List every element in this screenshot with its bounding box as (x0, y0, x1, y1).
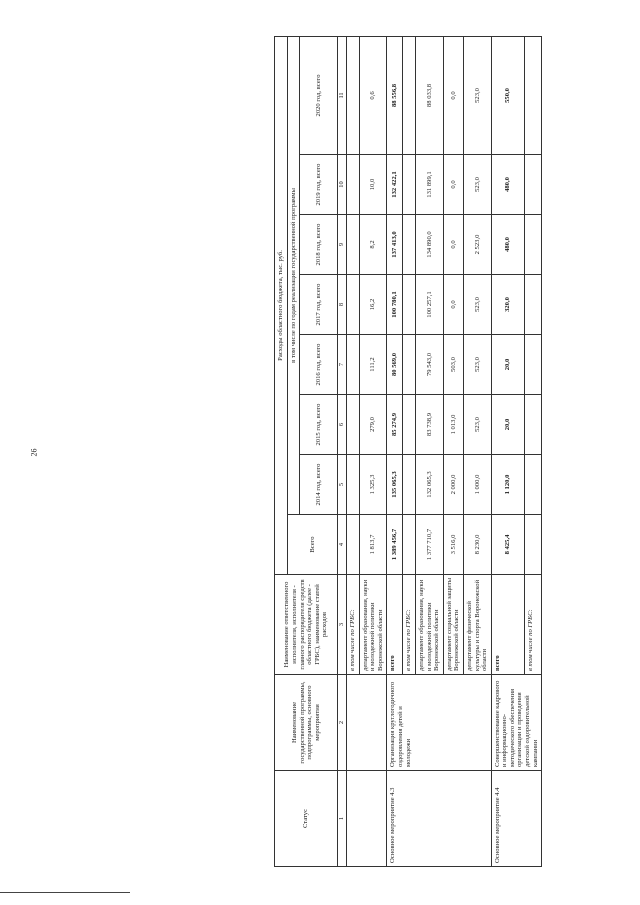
value-cell (524, 215, 541, 275)
value-cell: 550,0 (491, 36, 524, 154)
value-cell: 1 389 456,7 (387, 515, 403, 575)
value-cell: 480,0 (491, 155, 524, 215)
executor-cell: департамент образования, науки и молодежной политики Воронежской области (416, 575, 444, 675)
value-cell: 1 377 710,7 (416, 515, 444, 575)
value-cell: 10,0 (359, 155, 387, 215)
column-number: 3 (338, 575, 347, 675)
value-cell: 134 890,0 (416, 215, 444, 275)
value-cell (347, 515, 360, 575)
header-year-2017: 2017 год, всего (300, 275, 338, 335)
value-cell: 503,0 (443, 335, 463, 395)
value-cell: 523,0 (463, 275, 491, 335)
column-number: 6 (338, 395, 347, 455)
value-cell: 85 274,9 (387, 395, 403, 455)
measure-name-cell: Организация круглогодичного оздоровления детей и молодежи (387, 675, 491, 771)
value-cell: 523,0 (463, 36, 491, 154)
value-cell: 83 738,9 (416, 395, 444, 455)
header-year-2018: 2018 год, всего (300, 215, 338, 275)
value-cell: 0,0 (443, 275, 463, 335)
executor-cell: в том числе по ГРБС: (347, 575, 360, 675)
value-cell (403, 455, 416, 515)
value-cell (403, 36, 416, 154)
column-number: 7 (338, 335, 347, 395)
value-cell (524, 335, 541, 395)
header-status: Статус (275, 771, 338, 867)
value-cell: 523,0 (463, 155, 491, 215)
header-year-2014: 2014 год, всего (300, 455, 338, 515)
value-cell: 2 000,0 (443, 455, 463, 515)
value-cell: 135 065,3 (387, 455, 403, 515)
measure-name-cell: Совершенствование кадрового и информационно-методического обеспечения организации и проведения детской оздоровительной кампании (491, 675, 541, 771)
value-cell: 0,6 (359, 36, 387, 154)
executor-cell: в том числе по ГРБС: (524, 575, 541, 675)
value-cell (403, 215, 416, 275)
value-cell: 20,0 (491, 395, 524, 455)
value-cell: 0,0 (443, 215, 463, 275)
value-cell (347, 455, 360, 515)
column-number: 9 (338, 215, 347, 275)
value-cell: 100 257,1 (416, 275, 444, 335)
value-cell (403, 335, 416, 395)
value-cell (347, 215, 360, 275)
executor-cell: всего (387, 575, 403, 675)
value-cell (403, 515, 416, 575)
value-cell: 2 523,0 (463, 215, 491, 275)
executor-cell: департамент образования, науки и молодежной политики Воронежской области (359, 575, 387, 675)
value-cell (347, 335, 360, 395)
value-cell: 132 065,3 (416, 455, 444, 515)
value-cell: 16,2 (359, 275, 387, 335)
value-cell: 480,0 (491, 215, 524, 275)
value-cell: 88 033,8 (416, 36, 444, 154)
value-cell: 8,2 (359, 215, 387, 275)
value-cell: 111,2 (359, 335, 387, 395)
header-year-2015: 2015 год, всего (300, 395, 338, 455)
value-cell: 100 780,1 (387, 275, 403, 335)
table-row (387, 36, 403, 866)
value-cell (347, 155, 360, 215)
status-cell-continued (347, 771, 387, 867)
page-number: 26 (29, 448, 39, 457)
value-cell: 1 325,3 (359, 455, 387, 515)
value-cell: 132 422,1 (387, 155, 403, 215)
value-cell: 0,0 (443, 155, 463, 215)
value-cell: 279,0 (359, 395, 387, 455)
column-number: 2 (338, 675, 347, 771)
value-cell: 8 230,0 (463, 515, 491, 575)
value-cell (524, 275, 541, 335)
column-number: 4 (338, 515, 347, 575)
column-number: 10 (338, 155, 347, 215)
value-cell: 80 569,0 (387, 335, 403, 395)
header-budget-group: Расходы областного бюджета, тыс. руб. (275, 36, 288, 574)
executor-cell: департамент социальной защиты Воронежской области (443, 575, 463, 675)
value-cell: 1 120,0 (491, 455, 524, 515)
header-name: Наименование государственной программы, подпрограммы, основного мероприятия (275, 675, 338, 771)
header-year-2019: 2019 год, всего (300, 155, 338, 215)
value-cell: 131 899,1 (416, 155, 444, 215)
value-cell: 3 516,0 (443, 515, 463, 575)
value-cell: 320,0 (491, 275, 524, 335)
table-row (347, 36, 360, 866)
value-cell: 88 556,8 (387, 36, 403, 154)
value-cell (347, 275, 360, 335)
value-cell (347, 36, 360, 154)
table-row (491, 36, 524, 866)
value-cell: 79 543,0 (416, 335, 444, 395)
column-number: 5 (338, 455, 347, 515)
value-cell (403, 395, 416, 455)
value-cell: 20,0 (491, 335, 524, 395)
status-cell: Основное мероприятие 4.4 (491, 771, 541, 867)
name-cell-continued (347, 675, 387, 771)
column-number: 8 (338, 275, 347, 335)
value-cell (403, 275, 416, 335)
value-cell: 8 425,4 (491, 515, 524, 575)
value-cell: 137 413,0 (387, 215, 403, 275)
header-year-2020: 2020 год, всего (300, 36, 338, 154)
value-cell (524, 155, 541, 215)
budget-table (274, 36, 542, 867)
value-cell: 0,0 (443, 36, 463, 154)
budget-table-rotated (274, 37, 539, 867)
header-executor: Наименование ответственного исполнителя, исполнителя - главного распорядителя средств областного бюджета (далее - ГРБС), наименование статей расходов (275, 575, 338, 675)
executor-cell: в том числе по ГРБС: (403, 575, 416, 675)
value-cell (524, 395, 541, 455)
value-cell (524, 515, 541, 575)
value-cell: 1 813,7 (359, 515, 387, 575)
status-cell: Основное мероприятие 4.3 (387, 771, 491, 867)
column-number: 1 (338, 771, 347, 867)
value-cell: 1 000,0 (463, 455, 491, 515)
footnote-rule (0, 892, 130, 893)
table-body (347, 36, 542, 866)
value-cell (347, 395, 360, 455)
value-cell: 523,0 (463, 335, 491, 395)
value-cell (524, 455, 541, 515)
value-cell: 1 013,0 (443, 395, 463, 455)
value-cell (524, 36, 541, 154)
executor-cell: департамент физической культуры и спорта Воронежской области (463, 575, 491, 675)
header-total: Всего (287, 515, 338, 575)
value-cell (403, 155, 416, 215)
header-year-2016: 2016 год, всего (300, 335, 338, 395)
header-years-group: в том числе по годам реализации государственной программы (287, 36, 300, 514)
value-cell: 523,0 (463, 395, 491, 455)
column-number: 11 (338, 36, 347, 154)
executor-cell: всего (491, 575, 524, 675)
